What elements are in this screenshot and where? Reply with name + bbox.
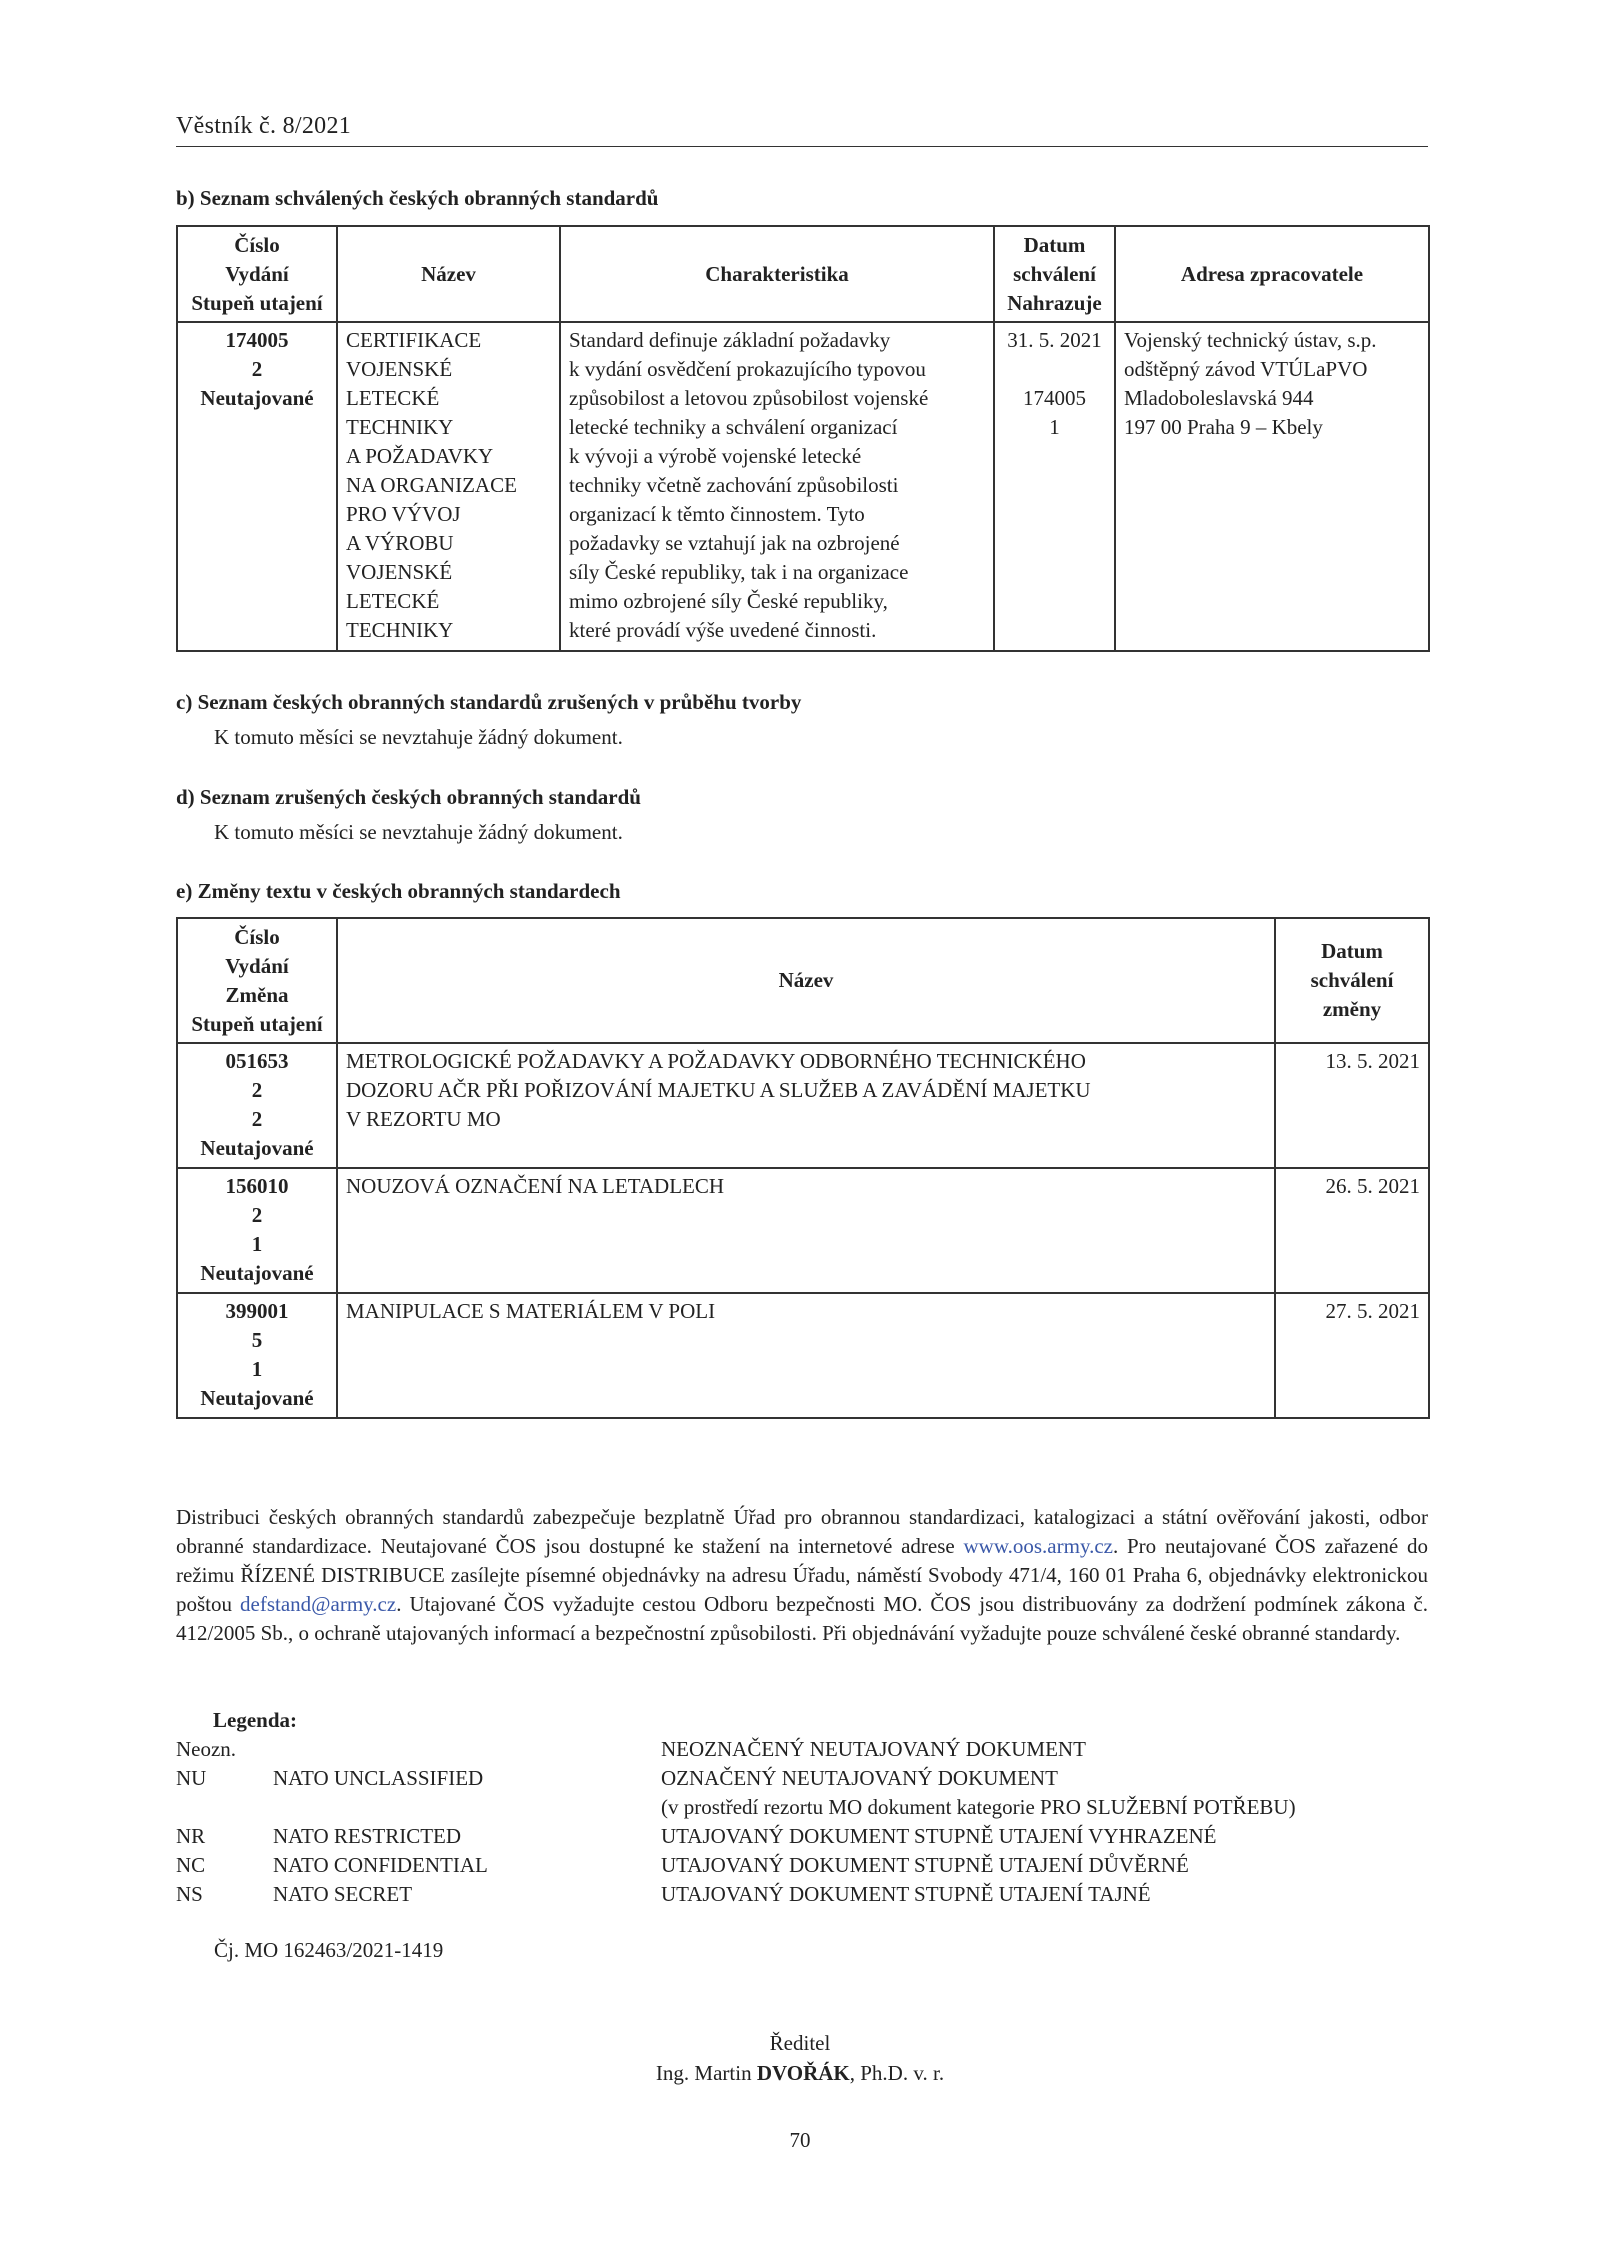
table-header-row (177, 918, 1429, 1043)
legend-desc: NEOZNAČENÝ NEUTAJOVANÝ DOKUMENT (661, 1737, 1086, 1761)
column-header-date: Datum schválení změny (1275, 918, 1429, 1043)
change-title: NOUZOVÁ OZNAČENÍ NA LETADLECH (337, 1168, 1275, 1293)
signature-name (0, 2059, 1600, 2088)
legend-abbr: NR (176, 1824, 206, 1848)
signature-role: Ředitel (769, 2031, 831, 2055)
table-row (177, 1168, 1429, 1293)
page-number: 70 (789, 2128, 811, 2152)
standard-id-cell (177, 322, 337, 651)
table-row (177, 322, 1429, 651)
section-c-note: K tomuto měsíci se nevztahuje žádný dokument. (214, 725, 623, 749)
legend-row (176, 1822, 1428, 1851)
standard-address: Vojenský technický ústav, s.p. odštěpný závod VTÚLaPVO Mladoboleslavská 944 197 00 Praha 9 – Kbely (1115, 322, 1429, 651)
standard-date-cell (994, 322, 1115, 651)
distribution-text-3: . Utajované ČOS vyžadujte cestou Odboru bezpečnosti MO. ČOS jsou distribuovány za dodržení podmínek zákona č. 412/2005 Sb., o ochraně utajovaných informací a bezpečnostní způsobilosti. Při objednávání vyžadujte pouze schválené české obranné standardy. (176, 1592, 1428, 1645)
signature-prefix: Ing. Martin (655, 2061, 757, 2085)
standard-title: CERTIFIKACE VOJENSKÉ LETECKÉ TECHNIKY A POŽADAVKY NA ORGANIZACE PRO VÝVOJ A VÝROBU VOJENSKÉ LETECKÉ TECHNIKY (337, 322, 560, 651)
legend-row (176, 1880, 1428, 1909)
change-id: 156010 2 1 Neutajované (177, 1168, 337, 1293)
page-header (176, 112, 1428, 147)
legend-row (176, 1793, 1428, 1822)
legend-nato: NATO SECRET (273, 1882, 413, 1906)
change-id: 399001 5 1 Neutajované (177, 1293, 337, 1418)
replaces-number: 174005 (1023, 386, 1086, 410)
legend-abbr: NU (176, 1766, 207, 1790)
change-title: MANIPULACE S MATERIÁLEM V POLI (337, 1293, 1275, 1418)
legend-desc: (v prostředí rezortu MO dokument kategorie PRO SLUŽEBNÍ POTŘEBU) (661, 1795, 1296, 1819)
change-date: 27. 5. 2021 (1275, 1293, 1429, 1418)
column-header-title: Název (337, 226, 560, 322)
standard-description: Standard definuje základní požadavky k vydání osvědčení prokazujícího typovou způsobilost a letovou způsobilost vojenské letecké techniky a schválení organizací k vývoji a výrobě vojenské letecké techniky včetně zachování způsobilosti organizací k těmto činnostem. Tyto požadavky se vztahují jak na ozbrojené síly České republiky, tak i na organizace mimo ozbrojené síly České republiky, které provádí výše uvedené činnosti. (560, 322, 994, 651)
change-date: 13. 5. 2021 (1275, 1043, 1429, 1168)
signature-suffix: , Ph.D. v. r. (849, 2061, 945, 2085)
legend-desc: OZNAČENÝ NEUTAJOVANÝ DOKUMENT (661, 1766, 1058, 1790)
replaces-edition: 1 (1049, 415, 1060, 439)
section-c-heading: c) Seznam českých obranných standardů zrušených v průběhu tvorby (176, 690, 802, 714)
distribution-text-2: . Pro neutajované ČOS zařazené do režimu ŘÍZENÉ DISTRIBUCE zasílejte písemné objednávky na adresu Úřadu, náměstí Svobody 471/4, 160 01 Praha 6, objednávky elektronickou poštou (176, 1534, 1428, 1616)
column-header-description: Charakteristika (560, 226, 994, 322)
reference-number: Čj. MO 162463/2021-1419 (214, 1938, 444, 1962)
standard-edition: 2 (251, 357, 263, 381)
change-date: 26. 5. 2021 (1275, 1168, 1429, 1293)
legend (176, 1706, 1428, 1909)
distribution-paragraph (176, 1503, 1428, 1648)
section-d-note: K tomuto měsíci se nevztahuje žádný dokument. (214, 820, 623, 844)
legend-title: Legenda: (213, 1708, 297, 1732)
legend-abbr: NS (176, 1882, 203, 1906)
change-title: METROLOGICKÉ POŽADAVKY A POŽADAVKY ODBORNÉHO TECHNICKÉHO DOZORU AČR PŘI POŘIZOVÁNÍ MAJETKU A SLUŽEB A ZAVÁDĚNÍ MAJETKU V REZORTU MO (337, 1043, 1275, 1168)
section-d-heading: d) Seznam zrušených českých obranných standardů (176, 785, 641, 809)
defstand-email-link[interactable]: defstand@army.cz (240, 1592, 397, 1616)
legend-nato: NATO UNCLASSIFIED (273, 1766, 484, 1790)
legend-desc: UTAJOVANÝ DOKUMENT STUPNĚ UTAJENÍ DŮVĚRNÉ (661, 1853, 1189, 1877)
table-row (177, 1293, 1429, 1418)
column-header-address: Adresa zpracovatele (1115, 226, 1429, 322)
approval-date: 31. 5. 2021 (1007, 328, 1102, 352)
legend-nato: NATO CONFIDENTIAL (273, 1853, 488, 1877)
oos-website-link[interactable]: www.oos.army.cz (963, 1534, 1113, 1558)
section-b-heading: b) Seznam schválených českých obranných standardů (176, 186, 659, 210)
standard-classification: Neutajované (200, 386, 314, 410)
table-header-row (177, 226, 1429, 322)
standard-number: 174005 (225, 328, 289, 352)
column-header-number: Číslo Vydání Změna Stupeň utajení (177, 918, 337, 1043)
signature-surname: DVOŘÁK (756, 2061, 850, 2085)
text-changes-table (176, 917, 1430, 1419)
legend-nato: NATO RESTRICTED (273, 1824, 462, 1848)
legend-abbr: Neozn. (176, 1737, 237, 1761)
approved-standards-table (176, 225, 1430, 652)
change-id: 051653 2 2 Neutajované (177, 1043, 337, 1168)
table-row (177, 1043, 1429, 1168)
legend-desc: UTAJOVANÝ DOKUMENT STUPNĚ UTAJENÍ TAJNÉ (661, 1882, 1151, 1906)
bulletin-title: Věstník č. 8/2021 (176, 113, 352, 139)
section-e-heading: e) Změny textu v českých obranných standardech (176, 879, 621, 903)
column-header-number: Číslo Vydání Stupeň utajení (177, 226, 337, 322)
column-header-title: Název (337, 918, 1275, 1043)
legend-row (176, 1851, 1428, 1880)
legend-abbr: NC (176, 1853, 206, 1877)
legend-row (176, 1735, 1428, 1764)
distribution-text-1: Distribuci českých obranných standardů zabezpečuje bezplatně Úřad pro obrannou standardizaci, katalogizaci a státní ověřování jakosti, odbor obranné standardizace. Neutajované ČOS jsou dostupné ke stažení na internetové adrese (176, 1505, 1428, 1558)
legend-row (176, 1764, 1428, 1793)
column-header-date: Datum schválení Nahrazuje (994, 226, 1115, 322)
legend-desc: UTAJOVANÝ DOKUMENT STUPNĚ UTAJENÍ VYHRAZENÉ (661, 1824, 1217, 1848)
